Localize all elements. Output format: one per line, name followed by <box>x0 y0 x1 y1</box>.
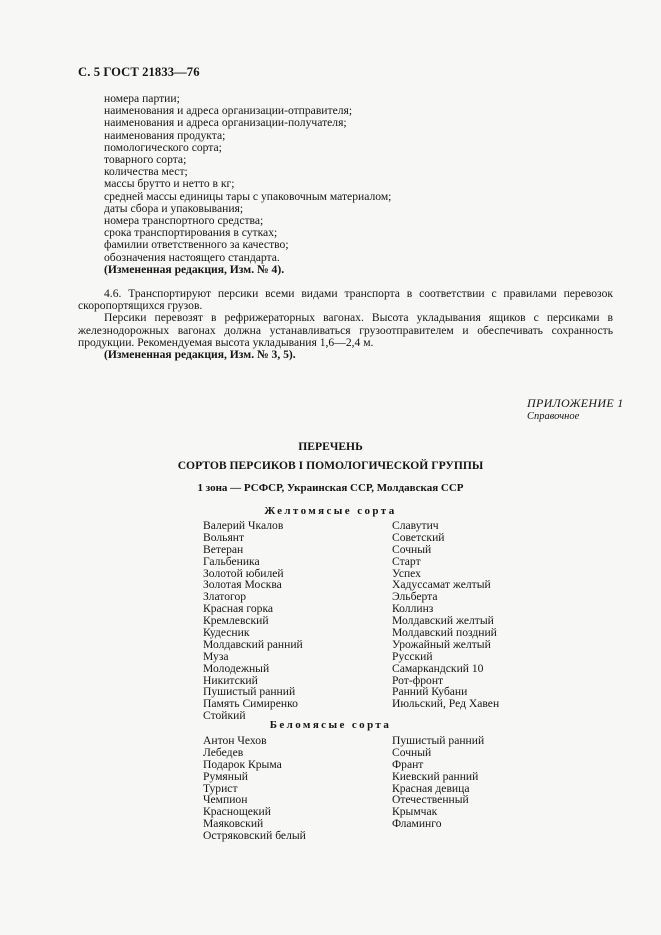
variety-item: Ранний Кубани <box>392 685 468 699</box>
variety-item: Золотая Москва <box>203 578 282 592</box>
variety-item: Краснощекий <box>203 805 271 819</box>
list-item: помологического сорта; <box>104 140 222 154</box>
list-item: номера транспортного средства; <box>104 214 264 228</box>
variety-item: Рот-фронт <box>392 673 444 687</box>
variety-item: Кудесник <box>203 626 250 640</box>
variety-item: Ветеран <box>203 542 244 556</box>
variety-item: Коллинз <box>392 602 434 616</box>
transport-section <box>78 288 613 361</box>
variety-item: Успех <box>392 566 421 580</box>
variety-item: Вольянт <box>203 530 245 544</box>
variety-item: Подарок Крыма <box>203 757 282 771</box>
variety-item: Гальбеника <box>203 554 260 568</box>
paragraph-4-6: 4.6. Транспортируют персики всеми видами транспорта в соответствии с правилами перевозок скоропортящихся грузов. <box>78 287 613 313</box>
list-item: даты сбора и упаковывания; <box>104 201 244 215</box>
variety-item: Сочный <box>392 542 432 556</box>
variety-item: Июльский, Ред Хавен <box>392 697 500 711</box>
list-item: наименования и адреса организации-получателя; <box>104 116 347 130</box>
list-item: фамилии ответственного за качество; <box>104 238 289 252</box>
variety-item: Молодежный <box>203 661 270 675</box>
yellow-varieties-column-1 <box>203 520 303 722</box>
variety-item: Златогор <box>203 590 247 604</box>
marking-list <box>104 93 624 276</box>
appendix-subtitle: Справочное <box>527 411 580 422</box>
variety-item: Пушистый ранний <box>203 685 296 699</box>
variety-item: Валерий Чкалов <box>203 519 284 532</box>
variety-item: Никитский <box>203 673 258 687</box>
list-title: ПЕРЕЧЕНЬ <box>298 440 363 453</box>
variety-item: Антон Чехов <box>203 734 267 747</box>
yellow-varieties-heading: Желтомясые сорта <box>264 505 397 517</box>
variety-item: Франт <box>392 757 424 771</box>
white-varieties-heading: Беломясые сорта <box>269 719 392 731</box>
variety-item: Чемпион <box>203 793 248 807</box>
list-item: количества мест; <box>104 165 188 179</box>
variety-item: Маяковский <box>203 817 264 831</box>
list-item: массы брутто и нетто в кг; <box>104 177 235 191</box>
list-item: наименования продукта; <box>104 128 226 142</box>
variety-item: Красная горка <box>203 602 274 616</box>
zone-heading: 1 зона — РСФСР, Украинская ССР, Молдавская ССР <box>197 482 464 494</box>
variety-item: Советский <box>392 530 445 544</box>
list-item: обозначения настоящего стандарта. <box>104 250 280 264</box>
variety-item: Стойкий <box>203 709 246 723</box>
list-item: товарного сорта; <box>104 153 187 167</box>
list-item: средней массы единицы тары с упаковочным материалом; <box>104 189 392 203</box>
variety-item: Киевский ранний <box>392 769 479 783</box>
list-item: наименования и адреса организации-отправителя; <box>104 104 353 118</box>
variety-item: Красная девица <box>392 781 470 795</box>
variety-item: Кремлевский <box>203 614 269 628</box>
variety-item: Золотой юбилей <box>203 566 284 580</box>
list-item: номера партии; <box>104 92 180 105</box>
list-subtitle: СОРТОВ ПЕРСИКОВ I ПОМОЛОГИЧЕСКОЙ ГРУППЫ <box>177 459 484 472</box>
variety-item: Память Симиренко <box>203 697 298 711</box>
variety-item: Муза <box>203 649 229 663</box>
variety-item: Сочный <box>392 745 432 759</box>
variety-item: Русский <box>392 649 433 663</box>
variety-item: Молдавский ранний <box>203 637 303 651</box>
variety-item: Турист <box>203 781 238 795</box>
amendment-reference: (Измененная редакция, Изм. № 4). <box>104 262 285 276</box>
variety-item: Отечественный <box>392 793 469 807</box>
list-item: срока транспортирования в сутках; <box>104 226 278 240</box>
variety-item: Фламинго <box>392 817 442 831</box>
variety-item: Румяный <box>203 769 248 783</box>
appendix-title: ПРИЛОЖЕНИЕ 1 <box>527 396 624 410</box>
paragraph-rail-transport: Персики перевозят в рефрижераторных вагонах. Высота укладывания ящиков с персиками в железнодорожных вагонах должна устанавливаться грузоотправителем и обеспечивать сохранность продукции. Рекомендуемая высота укладывания 1,6—2,4 м. <box>78 311 613 349</box>
variety-item: Молдавский желтый <box>392 614 494 628</box>
variety-item: Старт <box>392 554 421 568</box>
variety-item: Молдавский поздний <box>392 626 497 640</box>
variety-item: Крымчак <box>392 805 438 819</box>
variety-item: Лебедев <box>203 745 244 759</box>
variety-item: Пушистый ранний <box>392 734 485 747</box>
variety-item: Эльберта <box>392 590 438 604</box>
variety-item: Хадуссамат желтый <box>392 578 491 592</box>
white-varieties-column-1 <box>203 735 306 842</box>
amendment-reference: (Измененная редакция, Изм. № 3, 5). <box>104 348 296 362</box>
yellow-varieties-column-2 <box>392 520 499 710</box>
variety-item: Урожайный желтый <box>392 637 491 651</box>
page-header: С. 5 ГОСТ 21833—76 <box>78 65 200 79</box>
variety-item: Славутич <box>392 519 439 532</box>
white-varieties-column-2 <box>392 735 484 830</box>
variety-item: Самаркандский 10 <box>392 661 484 675</box>
variety-item: Остряковский белый <box>203 829 306 843</box>
